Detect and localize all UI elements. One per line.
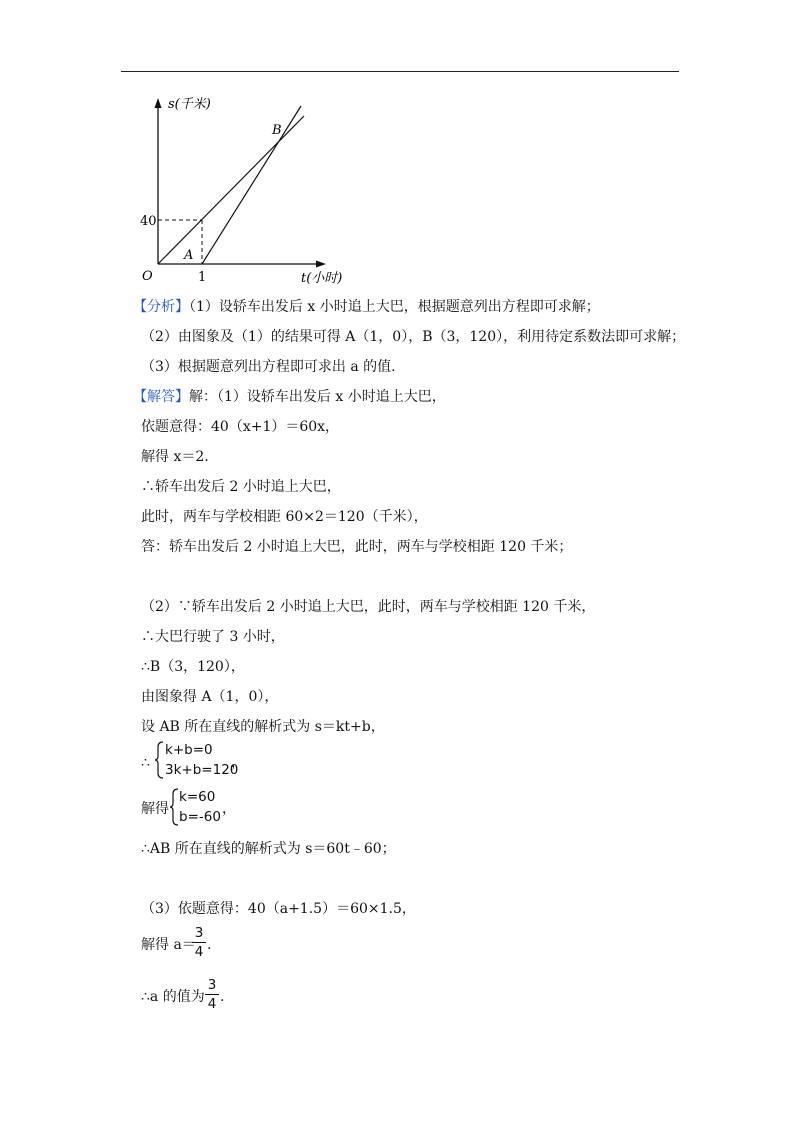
- fraction-a-numerator: 3: [194, 925, 204, 941]
- fraction-a-final: [205, 977, 219, 1012]
- analysis-line-1: 【分析】（1）设轿车出发后 x 小时追上大巴，根据题意列出方程即可求解；: [133, 299, 600, 315]
- answer-line-11: 设 AB 所在直线的解析式为 s＝kt+b，: [141, 719, 385, 735]
- y-axis-label: s(千米): [168, 97, 211, 112]
- answer-tag: 【解答】: [133, 389, 189, 405]
- system-1-brace: [154, 741, 164, 779]
- system-1-comma: ，: [231, 755, 245, 771]
- answer-line-5: 此时，两车与学校相距 60×2＝120（千米），: [141, 509, 428, 525]
- answer-line-6: 答：轿车出发后 2 小时追上大巴，此时，两车与学校相距 120 千米；: [141, 539, 573, 555]
- point-a-label: A: [184, 248, 194, 263]
- system-2-eq-2: b=-60: [179, 809, 221, 825]
- system-1-eq-2: 3k+b=120: [165, 762, 239, 778]
- answer-line-15: （3）依题意得：40（a+1.5）＝60×1.5，: [141, 901, 416, 917]
- answer-line-14: ∴AB 所在直线的解析式为 s＝60t﹣60；: [141, 841, 396, 857]
- answer-line-9: ∴B（3，120），: [141, 659, 245, 675]
- analysis-tag: 【分析】: [133, 299, 189, 315]
- answer-line-7: （2）∵轿车出发后 2 小时追上大巴，此时，两车与学校相距 120 千米，: [141, 599, 596, 615]
- system-2-eq-1: k=60: [179, 789, 216, 805]
- line-car: [202, 106, 301, 264]
- fraction-final-numerator: 3: [207, 977, 217, 993]
- answer-line-8: ∴大巴行驶了 3 小时，: [141, 629, 285, 645]
- x-axis-arrow: [316, 261, 326, 268]
- system-2-prefix: 解得: [141, 801, 169, 817]
- answer-line-10: 由图象得 A（1，0），: [141, 689, 279, 705]
- fraction-final-denominator: 4: [207, 996, 217, 1012]
- point-b-label: B: [272, 123, 282, 138]
- answer-line-17-period: .: [220, 989, 225, 1005]
- fraction-a: [192, 925, 206, 960]
- system-2-brace: [169, 788, 179, 826]
- system-1-eq-1: k+b=0: [165, 742, 213, 758]
- x-axis-label: t(小时): [301, 271, 343, 286]
- answer-line-1: 【解答】解：（1）设轿车出发后 x 小时追上大巴，: [133, 389, 446, 405]
- origin-label: O: [142, 269, 153, 284]
- system-1-prefix: ∴: [141, 755, 150, 771]
- y-axis-arrow: [155, 98, 162, 108]
- answer-line-16-period: .: [207, 937, 212, 953]
- fraction-a-denominator: 4: [194, 944, 204, 960]
- answer-line-4: ∴轿车出发后 2 小时追上大巴，: [141, 479, 341, 495]
- analysis-line-3: （3）根据题意列出方程即可求出 a 的值.: [141, 359, 396, 375]
- header-rule: [121, 71, 679, 72]
- x-tick-label: 1: [198, 270, 207, 285]
- answer-line-16-prefix: 解得 a＝: [141, 937, 196, 953]
- answer-line-17-prefix: ∴a 的值为: [141, 989, 205, 1005]
- answer-line-3: 解得 x＝2.: [141, 449, 209, 465]
- analysis-line-2: （2）由图象及（1）的结果可得 A（1，0），B（3，120），利用待定系数法即可求解；: [141, 329, 686, 345]
- y-tick-label: 40: [140, 214, 157, 229]
- line-bus: [158, 116, 304, 264]
- distance-time-graph: [136, 92, 366, 287]
- system-2-comma: ，: [222, 801, 236, 817]
- answer-line-2: 依题意得：40（x+1）＝60x，: [141, 419, 340, 435]
